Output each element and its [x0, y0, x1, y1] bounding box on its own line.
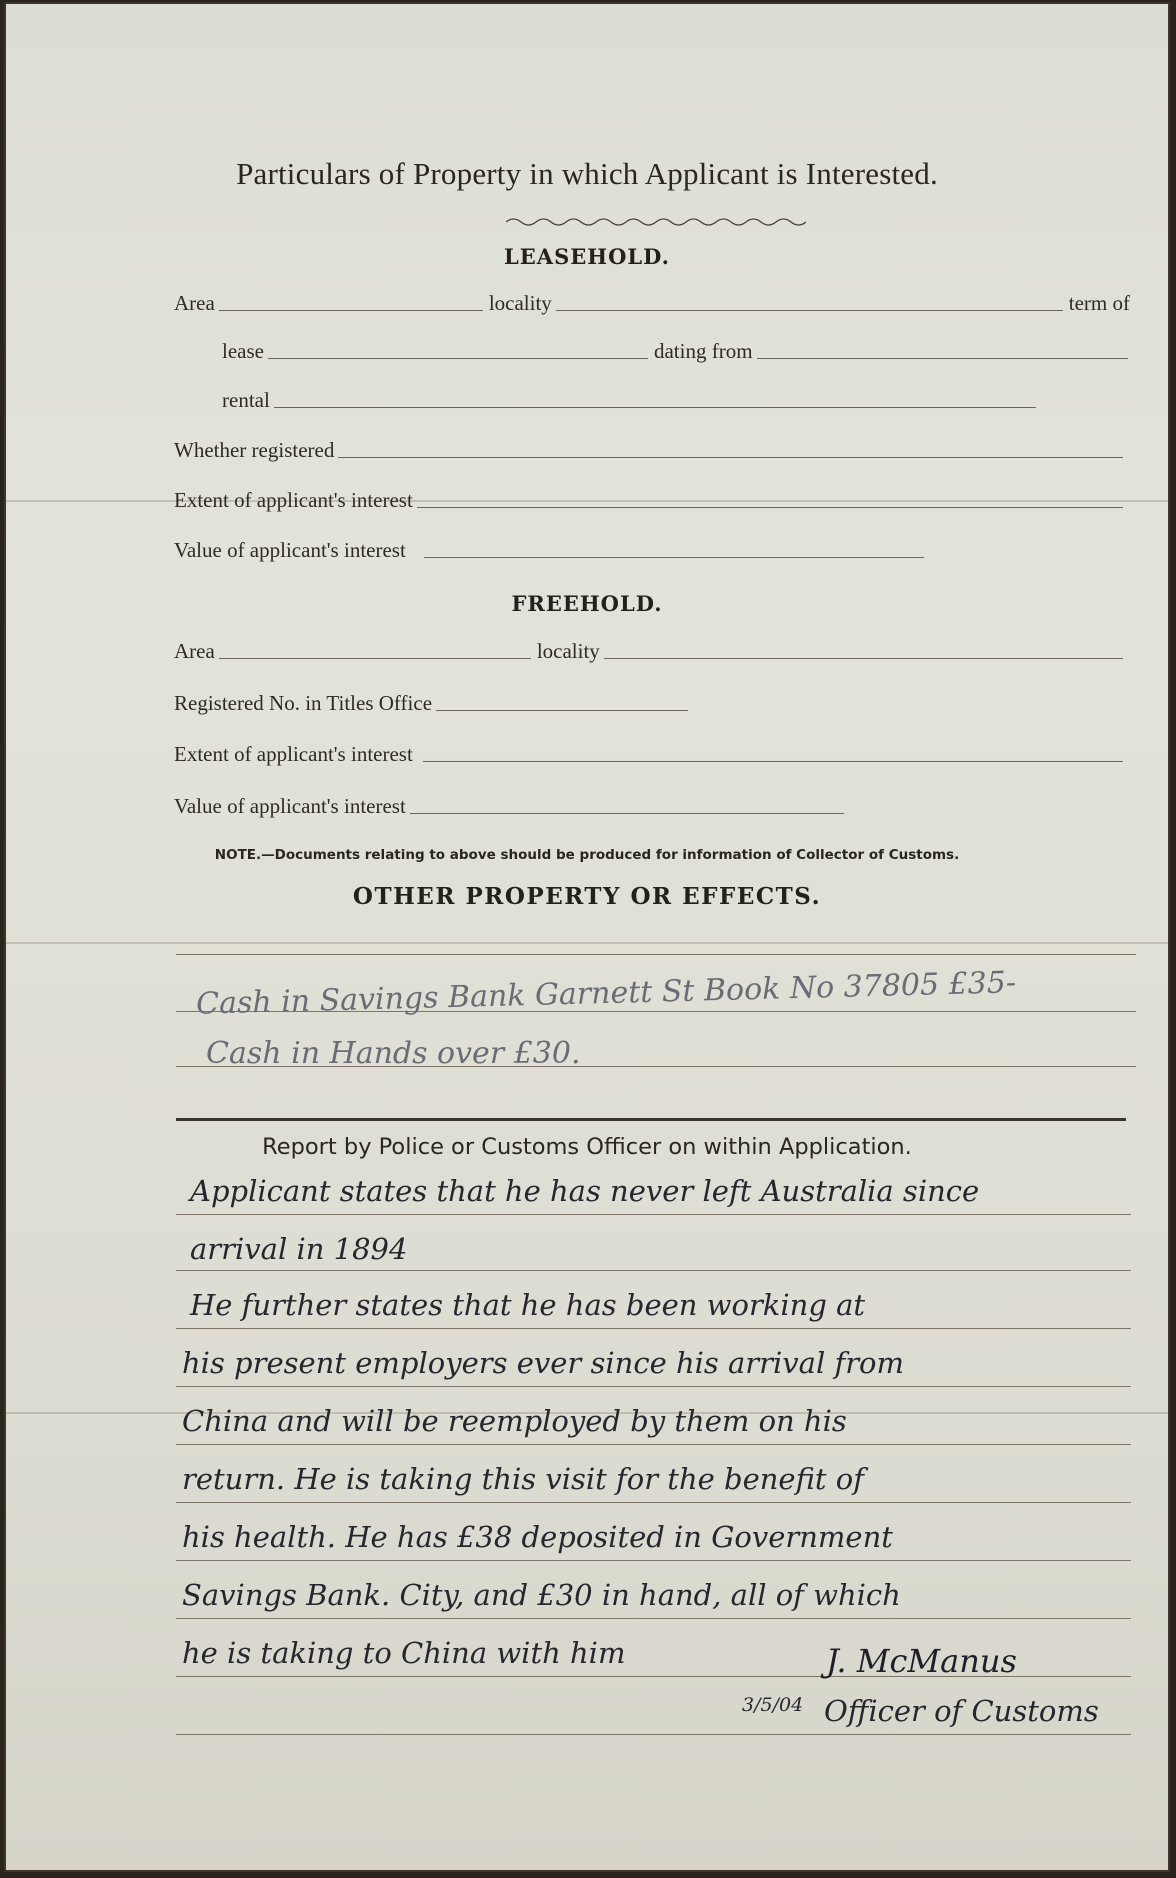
- area-label: Area: [174, 291, 215, 315]
- freehold-extent-row: [174, 741, 1129, 767]
- dating-from-blank: [757, 358, 1128, 359]
- form-title: Particulars of Property in which Applicant is Interested.: [236, 156, 938, 191]
- ruled-line: [176, 1560, 1131, 1561]
- locality-label: locality: [488, 291, 552, 315]
- ruled-line: [176, 1214, 1131, 1215]
- fold-crease: [6, 942, 1168, 944]
- document-page: [4, 2, 1170, 1872]
- ruled-line: [176, 954, 1136, 955]
- registered-no-blank: [436, 710, 688, 711]
- leasehold-rental-row: [222, 387, 1042, 413]
- section-divider: [176, 1118, 1126, 1121]
- ornamental-rule: [506, 216, 806, 228]
- report-heading: Report by Police or Customs Officer on within Application.: [262, 1134, 912, 1160]
- freehold-value-blank: [410, 813, 844, 814]
- freehold-extent-blank: [423, 761, 1123, 762]
- freehold-area-label: Area: [174, 639, 215, 663]
- extent-blank: [417, 507, 1123, 508]
- report-line: arrival in 1894: [190, 1232, 408, 1266]
- report-line: Savings Bank. City, and £30 in hand, all of which: [182, 1578, 901, 1612]
- lease-label: lease: [222, 339, 264, 363]
- ruled-line: [176, 1270, 1131, 1271]
- registered-no-label: Registered No. in Titles Office: [174, 691, 433, 715]
- ruled-line: [176, 1734, 1131, 1735]
- report-line: China and will be reemployed by them on his: [182, 1404, 847, 1438]
- cash-savings-line: Cash in Savings Bank Garnett St Book No 37805 £35-: [195, 965, 1017, 1022]
- ruled-line: [176, 1618, 1131, 1619]
- freehold-locality-label: locality: [536, 639, 600, 663]
- value-blank: [424, 557, 924, 558]
- dating-from-label: dating from: [653, 339, 753, 363]
- ruled-line: [176, 1444, 1131, 1445]
- leasehold-value-row: [174, 537, 930, 563]
- leasehold-extent-row: [174, 487, 1129, 513]
- ruled-line: [176, 1502, 1131, 1503]
- ruled-line: [176, 1386, 1131, 1387]
- customs-note: NOTE.—Documents relating to above should be produced for information of Collector of Customs.: [214, 847, 960, 863]
- leasehold-heading: LEASEHOLD.: [504, 244, 670, 269]
- whether-registered-blank: [338, 457, 1123, 458]
- whether-registered-label: Whether registered: [174, 438, 335, 462]
- report-line: his present employers ever since his arrival from: [182, 1346, 905, 1380]
- report-line: he is taking to China with him: [182, 1636, 626, 1670]
- cash-hand-line: Cash in Hands over £30.: [206, 1036, 581, 1071]
- registered-no-row: [174, 690, 694, 716]
- officer-signature: J. McManus: [826, 1642, 1017, 1680]
- signature-date: 3/5/04: [742, 1694, 804, 1716]
- freehold-area-blank: [219, 658, 531, 659]
- other-property-heading: OTHER PROPERTY OR EFFECTS.: [352, 883, 822, 910]
- rental-label: rental: [222, 388, 270, 412]
- freehold-extent-label: Extent of applicant's interest: [174, 742, 413, 766]
- locality-blank: [556, 310, 1063, 311]
- freehold-heading: FREEHOLD.: [511, 591, 663, 616]
- officer-title: Officer of Customs: [824, 1694, 1099, 1728]
- extent-label: Extent of applicant's interest: [174, 488, 413, 512]
- rental-blank: [274, 407, 1036, 408]
- freehold-area-row: [174, 638, 1129, 664]
- ruled-line: [176, 1328, 1131, 1329]
- report-line: He further states that he has been working at: [190, 1288, 866, 1322]
- report-line: return. He is taking this visit for the benefit of: [182, 1462, 864, 1496]
- term-of-label: term of: [1068, 291, 1130, 315]
- area-blank: [219, 310, 483, 311]
- lease-blank: [268, 358, 648, 359]
- leasehold-lease-row: [222, 338, 1134, 364]
- report-line: his health. He has £38 deposited in Government: [182, 1520, 893, 1554]
- freehold-locality-blank: [604, 658, 1123, 659]
- freehold-value-label: Value of applicant's interest: [174, 794, 406, 818]
- report-line: Applicant states that he has never left Australia since: [190, 1174, 980, 1208]
- freehold-value-row: [174, 793, 850, 819]
- leasehold-area-row: [174, 290, 1134, 316]
- value-label: Value of applicant's interest: [174, 538, 406, 562]
- whether-registered-row: [174, 437, 1129, 463]
